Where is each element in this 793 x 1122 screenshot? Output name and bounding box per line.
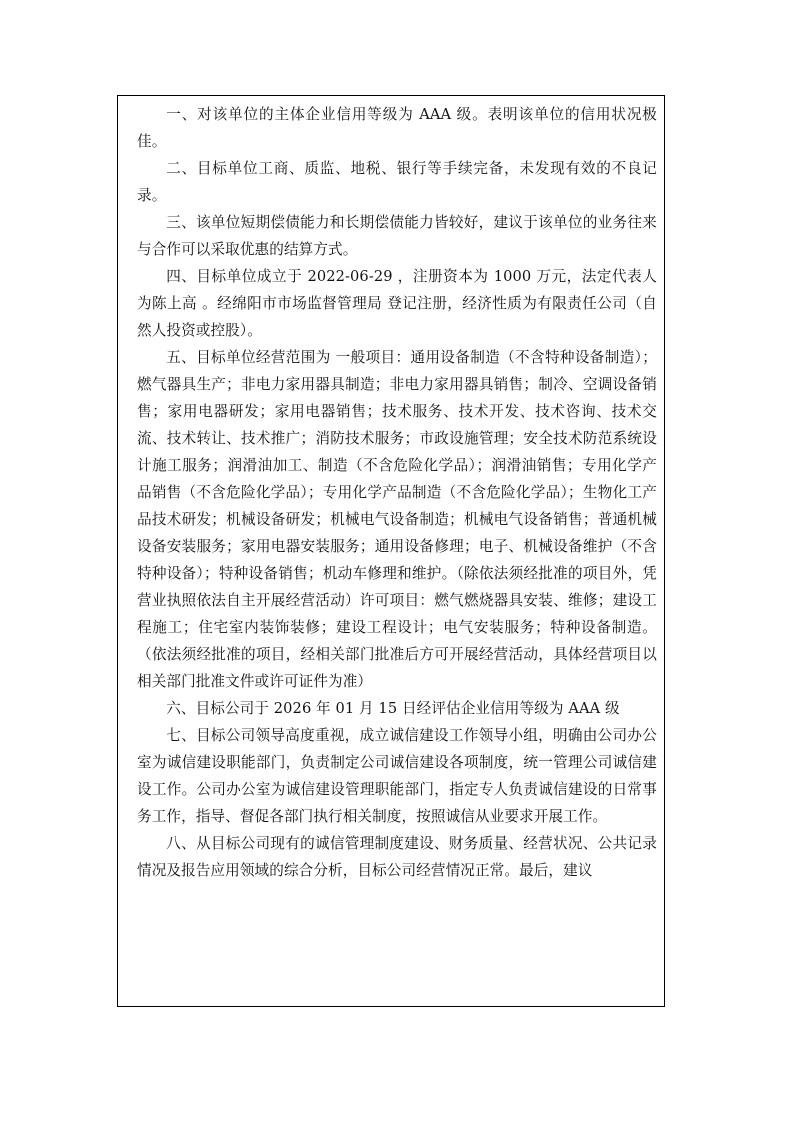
- paragraph-procedures: 二、目标单位工商、质监、地税、银行等手续完备，未发现有效的不良记录。: [137, 160, 657, 204]
- document-table-frame: [117, 95, 665, 1007]
- paragraph-registration: 四、目标单位成立于 2022-06-29 ，注册资本为 1000 万元，法定代表人为陈上高 。经绵阳市市场监督管理局 登记注册，经济性质为有限责任公司（自然人投资或控股）。: [137, 268, 657, 339]
- document-body: [137, 101, 657, 884]
- paragraph-credit-rating: 一、对该单位的主体企业信用等级为 AAA 级。表明该单位的信用状况极佳。: [137, 106, 657, 150]
- paragraph-analysis: 八、从目标公司现有的诚信管理制度建设、财务质量、经营状况、公共记录情况及报告应用领域的综合分析，目标公司经营情况正常。最后，建议: [137, 835, 657, 879]
- paragraph-business-scope: 五、目标单位经营范围为 一般项目：通用设备制造（不含特种设备制造）；燃气器具生产；非电力家用器具制造；非电力家用器具销售；制冷、空调设备销售；家用电器研发；家用电器销售；技术服务、技术开发、技术咨询、技术交流、技术转让、技术推广；消防技术服务；市政设施管理；安全技术防范系统设计施工服务；润滑油加工、制造（不含危险化学品）；润滑油销售；专用化学产品销售（不含危险化学品）；专用化学产品制造（不含危险化学品）；生物化工产品技术研发；机械设备研发；机械电气设备制造；机械电气设备销售；普通机械设备安装服务；家用电器安装服务；通用设备修理；电子、机械设备维护（不含特种设备）；特种设备销售；机动车修理和维护。（除依法须经批准的项目外，凭营业执照依法自主开展经营活动）许可项目：燃气燃烧器具安装、维修；建设工程施工；住宅室内装饰装修；建设工程设计；电气安装服务；特种设备制造。（依法须经批准的项目，经相关部门批准后方可开展经营活动，具体经营项目以相关部门批准文件或许可证件为准）: [137, 349, 657, 690]
- paragraph-solvency: 三、该单位短期偿债能力和长期偿债能力皆较好，建议于该单位的业务往来与合作可以采取优惠的结算方式。: [137, 214, 657, 258]
- paragraph-rating-date: 六、目标公司于 2026 年 01 月 15 日经评估企业信用等级为 AAA 级: [166, 700, 620, 717]
- paragraph-integrity-management: 七、目标公司领导高度重视，成立诚信建设工作领导小组，明确由公司办公室为诚信建设职能部门，负责制定公司诚信建设各项制度，统一管理公司诚信建设工作。公司办公室为诚信建设管理职能部门，指定专人负责诚信建设的日常事务工作，指导、督促各部门执行相关制度，按照诚信从业要求开展工作。: [137, 727, 657, 825]
